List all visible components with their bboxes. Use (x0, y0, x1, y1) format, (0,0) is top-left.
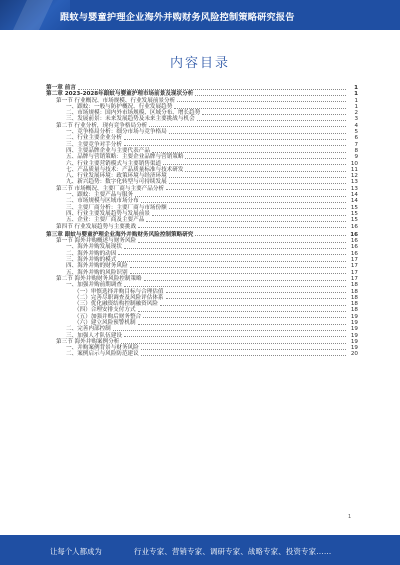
toc-leader-dots (118, 254, 346, 255)
toc-leader-dots (138, 242, 346, 243)
toc-leader-dots (121, 343, 346, 344)
footer-service-item: 行业专家 (134, 547, 165, 556)
toc-entry-label: （二）完善尽职调查及风险评估体系 (74, 294, 164, 301)
toc-leader-dots (146, 221, 346, 222)
toc-entry-page: 13 (350, 185, 358, 192)
toc-entry-page: 4 (354, 122, 358, 129)
toc-entry-label: 第一节 海外并购概述与财务风险 (56, 238, 137, 245)
toc-leader-dots (195, 235, 346, 236)
toc-entry-page: 17 (350, 263, 358, 270)
toc-entry-page: 18 (350, 288, 358, 295)
toc-entry-label: 三、加强人才队伍建设 (66, 332, 122, 339)
toc-entry-label: 九、新兴趋势：数字化转型与可持续发展 (66, 179, 167, 186)
toc-entry-page: 16 (350, 223, 358, 230)
report-title: 跟蚊与婴童护理企业海外并购财务风险控制策略研究报告 (60, 12, 295, 23)
toc-entry-page: 13 (350, 179, 358, 186)
toc-leader-dots (169, 183, 346, 184)
toc-entry-label: 二、案例启示与风险防范建议 (66, 351, 139, 358)
toc-entry-page: 1 (354, 97, 358, 104)
toc-entry-label: 二、市场规模：国内外市场规模、区域分布、增长趋势 (66, 110, 201, 117)
toc-entry-page: 20 (350, 351, 358, 358)
toc-entry-page: 9 (354, 154, 358, 161)
toc-leader-dots (138, 311, 346, 312)
toc-entry-label: 五、海外并购的风险识别 (66, 269, 128, 276)
toc-leader-dots (185, 171, 346, 172)
toc-entry-page: 1 (354, 85, 358, 91)
toc-entry-page: 1 (354, 91, 358, 98)
toc-leader-dots (78, 89, 346, 90)
toc-leader-dots (113, 330, 346, 331)
toc-leader-dots (195, 95, 346, 96)
toc-entry-page: 19 (350, 319, 358, 326)
toc-entry-label: 四、行业主要发展趋势与发展前景 (66, 210, 150, 217)
toc-entry-page: 19 (350, 345, 358, 352)
toc-leader-dots (143, 317, 346, 318)
toc-entry-page: 17 (350, 275, 358, 282)
toc-entry-label: 第三章 跟蚊与婴童护理企业海外并购财务风险控制策略研究 (46, 231, 194, 238)
page-header (0, 0, 400, 30)
toc-entry-page: 15 (350, 210, 358, 217)
footer-service-item: 、 投资专家…… (278, 547, 331, 556)
toc-entry-page: 12 (350, 173, 358, 180)
toc-leader-dots (118, 261, 346, 262)
toc-leader-dots (174, 108, 346, 109)
toc-leader-dots (141, 349, 346, 350)
toc-leader-dots (177, 101, 346, 102)
table-of-contents (46, 85, 358, 358)
toc-entry-page: 19 (350, 326, 358, 333)
toc-leader-dots (130, 267, 346, 268)
toc-entry-label: 六、行业主要营销模式与主要销售渠道 (66, 160, 162, 167)
toc-leader-dots (152, 152, 346, 153)
toc-entry-label: 第一章 前言 (46, 85, 76, 91)
toc-entry-page: 5 (354, 129, 358, 136)
toc-entry-label: （三）优化融资结构控制融资风险 (74, 301, 158, 308)
toc-entry-label: 三、发展前景：未来发展趋势及未来主要挑战与机会 (66, 116, 195, 123)
toc-entry-label: 一、加强并购前期调查 (66, 282, 122, 289)
toc-entry-label: 四、海外并购的财务风险 (66, 263, 128, 270)
toc-entry-page: 19 (350, 338, 358, 345)
toc-entry-label: 第四节 行业发展趋势与主要挑战 (56, 223, 137, 230)
toc-leader-dots (202, 114, 346, 115)
toc-entry-label: （四）合理安排支付方式 (74, 307, 136, 314)
page-number: 1 (348, 514, 352, 520)
toc-leader-dots (141, 355, 346, 356)
toc-entry-page: 8 (354, 147, 358, 154)
toc-leader-dots (160, 305, 346, 306)
toc-leader-dots (124, 336, 346, 337)
toc-entry-label: 一、海外并购发展现状 (66, 244, 122, 251)
toc-entry-page: 10 (350, 160, 358, 167)
toc-entry-label: 一、跟蚊：一般与防护概况、行业发展趋势 (66, 103, 173, 110)
toc-entry-label: 第二节 行业分析，现有竞争格局分析 (56, 122, 148, 129)
toc-entry-label: （六）建立风险预警机制 (74, 319, 136, 326)
toc-leader-dots (135, 196, 346, 197)
toc-entry[interactable] (46, 351, 358, 357)
toc-entry-page: 1 (354, 103, 358, 110)
toc-entry-page: 15 (350, 204, 358, 211)
toc-leader-dots (166, 189, 346, 190)
toc-entry-page: 16 (350, 244, 358, 251)
toc-entry-page: 7 (354, 141, 358, 148)
toc-entry-page: 19 (350, 332, 358, 339)
toc-entry-label: （五）加强并购后财务整合 (74, 313, 142, 320)
toc-entry-page: 16 (350, 231, 358, 238)
toc-leader-dots (124, 248, 346, 249)
footer-service-item: 、 营销专家 (164, 547, 202, 556)
toc-entry-label: 一、并购案例背景与财务风险 (66, 345, 139, 352)
toc-entry-label: 二、海外并购的动因 (66, 250, 117, 257)
toc-entry-label: 四、主要品牌企业与主要代表产品 (66, 147, 150, 154)
toc-entry-label: 二、市场规模与区域市场分布 (66, 198, 139, 205)
toc-leader-dots (197, 120, 346, 121)
toc-entry-label: 三、主要竞争对手分析 (66, 141, 122, 148)
toc-entry-label: 一、竞争格局分析：细分市场与竞争格局 (66, 129, 167, 136)
toc-entry-label: 二、行业主要企业分析 (66, 135, 122, 142)
toc-leader-dots (138, 324, 346, 325)
toc-leader-dots (169, 177, 346, 178)
toc-leader-dots (166, 298, 346, 299)
toc-entry-page: 19 (350, 313, 358, 320)
toc-entry-label: （一）审慎选择并购目标与合理估值 (74, 288, 164, 295)
toc-entry-label: 第一节 行业概况、市场规模、行业发展前景分析 (56, 97, 176, 104)
footer-service-item: 、 战略专家 (240, 547, 278, 556)
toc-entry-page: 18 (350, 301, 358, 308)
toc-leader-dots (144, 280, 346, 281)
toc-entry-page: 2 (354, 110, 358, 117)
footer-services (134, 546, 331, 557)
toc-leader-dots (169, 133, 346, 134)
toc-entry-page: 16 (350, 250, 358, 257)
toc-leader-dots (185, 158, 346, 159)
toc-entry-label: 第三节 海外并购案例分析 (56, 338, 120, 345)
toc-leader-dots (138, 227, 346, 228)
toc-entry-page: 14 (350, 192, 358, 199)
toc-entry-label: 八、行业发展环境：政策环境与经济环境 (66, 173, 167, 180)
toc-leader-dots (141, 202, 346, 203)
toc-entry-page: 14 (350, 198, 358, 205)
toc-entry-label: 第二章 2023-2028年跟蚊与婴童护理市场前景及现状分析 (46, 91, 194, 98)
toc-entry-page: 17 (350, 269, 358, 276)
toc-entry-page: 18 (350, 294, 358, 301)
toc-entry-label: 三、主要厂商分析：主要厂商与市场份额 (66, 204, 167, 211)
toc-entry-label: 五、品牌与营销策略：主要企业品牌与营销策略 (66, 154, 184, 161)
toc-entry-label: 五、企业：主要厂商及主要产品 (66, 217, 145, 224)
toc-entry-page: 11 (350, 166, 358, 173)
toc-entry-label: 一、跟蚊：主要产品与服务 (66, 192, 134, 199)
toc-leader-dots (130, 273, 346, 274)
toc-entry-page: 15 (350, 217, 358, 224)
footer-slogan: 让每个人都成为 (50, 547, 102, 556)
toc-entry-label: 第三节 市场概况、主要厂商与主要产品分析 (56, 185, 165, 192)
toc-entry-label: 第二节 海外并购财务风险控制策略 (56, 275, 142, 282)
toc-entry-page: 3 (354, 116, 358, 123)
toc-entry[interactable] (46, 224, 358, 230)
toc-entry-label: 三、海外并购的模式 (66, 257, 117, 264)
toc-entry-page: 6 (354, 135, 358, 142)
toc-entry-page: 16 (350, 238, 358, 245)
toc-leader-dots (166, 292, 346, 293)
toc-entry-page: 18 (350, 307, 358, 314)
toc-leader-dots (149, 126, 346, 127)
toc-leader-dots (124, 145, 346, 146)
toc-leader-dots (124, 286, 346, 287)
toc-leader-dots (163, 164, 346, 165)
toc-entry-label: 二、完善内部控制 (66, 326, 111, 333)
toc-leader-dots (124, 139, 346, 140)
toc-leader-dots (152, 215, 346, 216)
toc-entry-page: 17 (350, 257, 358, 264)
toc-entry-label: 七、产品质量与技术：产品质量标准与技术研发 (66, 166, 184, 173)
toc-leader-dots (169, 208, 346, 209)
toc-entry-page: 18 (350, 282, 358, 289)
page-footer (0, 535, 400, 565)
toc-heading: 内容目录 (169, 56, 230, 71)
footer-service-item: 、 调研专家 (202, 547, 240, 556)
